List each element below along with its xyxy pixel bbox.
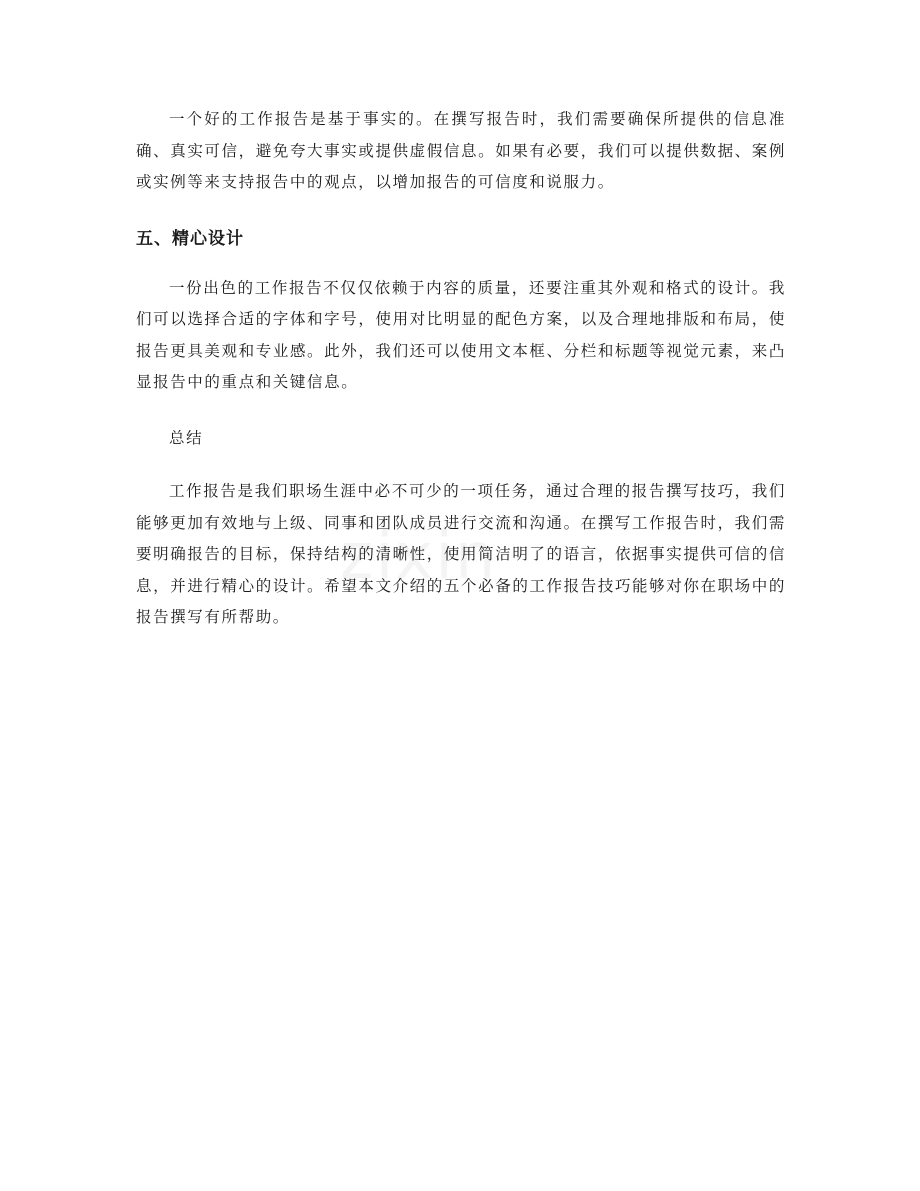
document-body <box>136 104 786 658</box>
section-heading-design: 五、精心设计 <box>136 228 244 249</box>
paragraph-design: 一份出色的工作报告不仅仅依赖于内容的质量，还要注重其外观和格式的设计。我们可以选择合适的字体和字号，使用对比明显的配色方案，以及合理地排版和布局，使报告更具美观和专业感。此外，我们还可以使用文本框、分栏和标题等视觉元素，来凸显报告中的重点和关键信息。 <box>136 278 786 391</box>
summary-label: 总结 <box>169 428 204 447</box>
paragraph-summary: 工作报告是我们职场生涯中必不可少的一项任务，通过合理的报告撰写技巧，我们能够更加有效地与上级、同事和团队成员进行交流和沟通。在撰写工作报告时，我们需要明确报告的目标，保持结构的清晰性，使用简洁明了的语言，依据事实提供可信的信息，并进行精心的设计。希望本文介绍的五个必备的工作报告技巧能够对你在职场中的报告撰写有所帮助。 <box>136 482 786 626</box>
paragraph-facts: 一个好的工作报告是基于事实的。在撰写报告时，我们需要确保所提供的信息准确、真实可信，避免夸大事实或提供虚假信息。如果有必要，我们可以提供数据、案例或实例等来支持报告中的观点，以增加报告的可信度和说服力。 <box>136 110 786 191</box>
